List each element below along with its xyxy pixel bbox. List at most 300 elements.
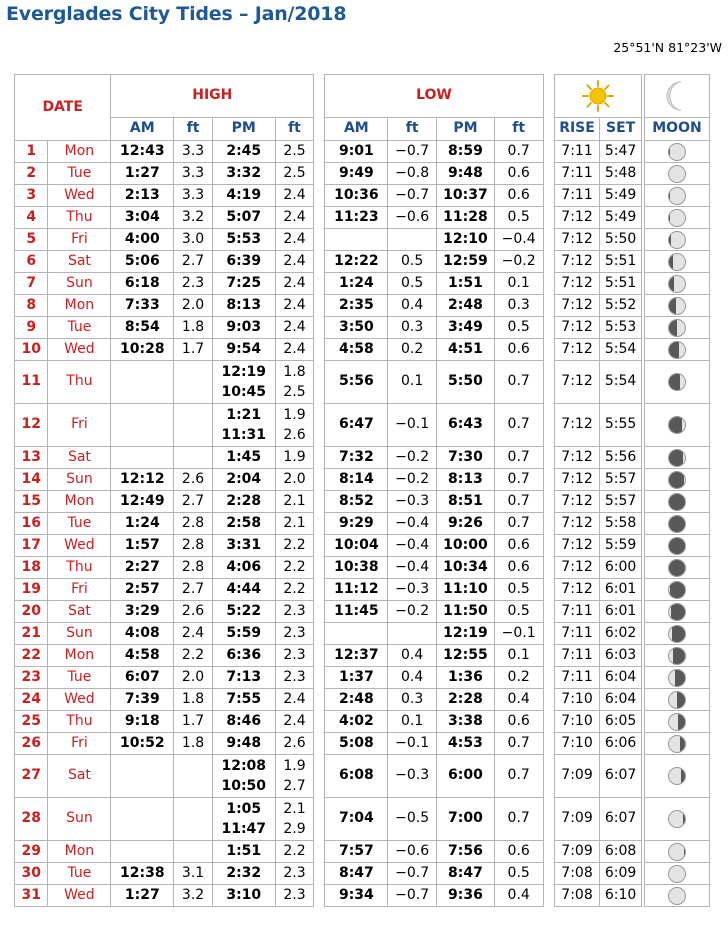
header-row-groups [15,75,710,118]
high-am-time [111,755,174,798]
column-gap [543,798,554,841]
column-gap [314,317,325,339]
sunrise-time: 7:12 [554,513,600,535]
high-am-height: 2.6 [174,469,213,491]
moon-phase-cell [644,579,709,601]
column-gap [543,623,554,645]
column-gap [543,733,554,755]
low-pm-time: 7:00 [437,798,495,841]
moon-phase-cell [644,273,709,295]
low-pm-time: 3:49 [437,317,495,339]
high-am-height: 3.1 [174,863,213,885]
day-name: Thu [48,361,111,404]
moon-phase-cell [644,163,709,185]
high-am-time: 12:49 [111,491,174,513]
low-am-height: −0.4 [388,513,437,535]
low-pm-time: 11:28 [437,207,495,229]
high-am-height: 3.2 [174,885,213,907]
sunset-time: 6:00 [600,557,642,579]
low-pm-time: 8:59 [437,141,495,163]
high-am-height [174,361,213,404]
high-am-height: 2.8 [174,535,213,557]
high-pm-time: 1:45 [212,447,275,469]
sunrise-time: 7:12 [554,207,600,229]
column-gap [314,623,325,645]
high-am-header: AM [111,118,174,141]
column-gap [314,469,325,491]
low-pm-height: 0.7 [494,141,543,163]
column-gap [314,689,325,711]
low-am-header: AM [325,118,388,141]
high-pm-height: 2.6 [275,733,314,755]
day-name: Wed [48,885,111,907]
moon-phase-cell [644,645,709,667]
moon-phase-cell [644,798,709,841]
table-row [15,863,710,885]
sunrise-time: 7:12 [554,361,600,404]
low-am-time: 7:57 [325,841,388,863]
table-row [15,557,710,579]
day-number: 24 [15,689,48,711]
high-am-height: 3.3 [174,163,213,185]
column-gap [543,185,554,207]
column-gap [314,75,325,141]
column-gap [543,885,554,907]
low-am-time: 2:48 [325,689,388,711]
high-pm-height: 2.4 [275,251,314,273]
high-am-time: 4:08 [111,623,174,645]
table-row [15,469,710,491]
high-pm-height: 2.5 [275,141,314,163]
date-header: DATE [15,75,111,141]
day-name: Fri [48,733,111,755]
sunset-time: 6:07 [600,798,642,841]
sunrise-time: 7:12 [554,404,600,447]
day-number: 11 [15,361,48,404]
low-am-height: −0.8 [388,163,437,185]
low-am-height: −0.2 [388,469,437,491]
day-name: Fri [48,229,111,251]
high-pm-height [275,361,314,404]
high-am-time: 4:00 [111,229,174,251]
moon-phase-icon [668,373,686,391]
high-pm-header: PM [212,118,275,141]
moon-phase-icon [668,559,686,577]
moon-phase-cell [644,317,709,339]
low-pm-time: 4:53 [437,733,495,755]
low-am-time: 7:04 [325,798,388,841]
high-am-height: 2.7 [174,579,213,601]
low-pm-height: 0.7 [494,447,543,469]
low-pm-height: 0.7 [494,755,543,798]
low-am-height [388,623,437,645]
moon-phase-icon [668,253,686,271]
high-am-height [174,447,213,469]
low-pm-header: PM [437,118,495,141]
high-am-time: 2:57 [111,579,174,601]
low-am-height: 0.2 [388,339,437,361]
low-am-time: 12:37 [325,645,388,667]
moon-phase-icon [668,231,686,249]
high-am-height: 3.2 [174,207,213,229]
moon-phase-cell [644,361,709,404]
low-pm-time: 8:13 [437,469,495,491]
low-am-height: −0.7 [388,863,437,885]
high-am-ft-header: ft [174,118,213,141]
high-pm-height: 2.4 [275,229,314,251]
high-pm-height [275,798,314,841]
column-gap [314,491,325,513]
low-am-time: 3:50 [325,317,388,339]
day-number: 12 [15,404,48,447]
day-name: Sat [48,601,111,623]
sunrise-time: 7:12 [554,579,600,601]
high-pm-height: 2.3 [275,863,314,885]
day-name: Sat [48,447,111,469]
day-name: Wed [48,185,111,207]
low-am-time: 12:22 [325,251,388,273]
column-gap [314,798,325,841]
column-gap [543,404,554,447]
low-am-time: 4:58 [325,339,388,361]
day-name: Tue [48,317,111,339]
sunset-time: 5:54 [600,339,642,361]
high-pm-height: 2.4 [275,207,314,229]
high-am-time: 1:27 [111,163,174,185]
high-pm-time: 5:22 [212,601,275,623]
high-pm-height-line-1: 2.1 [283,801,306,817]
sunrise-time: 7:09 [554,755,600,798]
low-am-time: 9:01 [325,141,388,163]
low-pm-height: 0.1 [494,645,543,667]
low-pm-time: 9:26 [437,513,495,535]
high-pm-time: 8:13 [212,295,275,317]
day-name: Fri [48,404,111,447]
moon-phase-cell [644,295,709,317]
sunset-time: 6:03 [600,645,642,667]
low-pm-height: 0.2 [494,667,543,689]
high-pm-height-line-2: 2.5 [283,384,306,400]
high-pm-time [212,404,275,447]
moon-phase-icon [668,865,686,883]
table-row [15,645,710,667]
sunset-time: 5:57 [600,469,642,491]
sunset-time: 5:51 [600,273,642,295]
day-number: 1 [15,141,48,163]
high-header: HIGH [111,75,314,118]
high-pm-time: 2:45 [212,141,275,163]
column-gap [543,579,554,601]
column-gap [314,711,325,733]
sunrise-time: 7:12 [554,447,600,469]
high-pm-time: 2:28 [212,491,275,513]
column-gap [543,75,554,141]
day-name: Wed [48,535,111,557]
moon-phase-cell [644,141,709,163]
low-pm-height: 0.3 [494,295,543,317]
column-gap [314,755,325,798]
high-pm-height: 2.4 [275,317,314,339]
low-pm-height: −0.2 [494,251,543,273]
column-gap [314,733,325,755]
high-pm-time-line-1: 1:05 [226,801,262,817]
low-am-height: −0.1 [388,404,437,447]
page-title: Everglades City Tides – Jan/2018 [6,3,347,25]
column-gap [543,447,554,469]
day-number: 23 [15,667,48,689]
high-am-time [111,361,174,404]
low-pm-time: 12:59 [437,251,495,273]
header-row-columns [15,118,710,141]
low-am-height: 0.5 [388,273,437,295]
low-pm-height: 0.6 [494,711,543,733]
column-gap [543,557,554,579]
moon-header-icon-cell [644,75,709,118]
moon-phase-icon [668,165,686,183]
high-pm-height: 2.1 [275,513,314,535]
high-am-height [174,404,213,447]
low-am-height: −0.4 [388,535,437,557]
moon-phase-icon [668,767,686,785]
day-number: 4 [15,207,48,229]
low-am-time: 4:02 [325,711,388,733]
column-gap [314,535,325,557]
high-am-time: 8:54 [111,317,174,339]
sunrise-time: 7:11 [554,667,600,689]
moon-phase-cell [644,535,709,557]
table-row [15,141,710,163]
high-pm-height: 2.2 [275,535,314,557]
high-am-height: 3.0 [174,229,213,251]
low-pm-height: 0.6 [494,557,543,579]
low-pm-time: 2:28 [437,689,495,711]
high-pm-height: 2.0 [275,469,314,491]
sunset-time: 5:49 [600,185,642,207]
low-am-height: 0.4 [388,667,437,689]
sunrise-time: 7:12 [554,251,600,273]
sunrise-time: 7:11 [554,645,600,667]
day-name: Tue [48,863,111,885]
low-am-height: −0.7 [388,141,437,163]
low-am-time: 9:29 [325,513,388,535]
day-number: 31 [15,885,48,907]
high-am-height: 3.3 [174,185,213,207]
sunrise-time: 7:09 [554,841,600,863]
day-number: 20 [15,601,48,623]
column-gap [314,645,325,667]
table-row [15,667,710,689]
high-pm-time: 9:48 [212,733,275,755]
moon-phase-icon [668,187,686,205]
high-am-height: 2.8 [174,557,213,579]
sunrise-time: 7:09 [554,798,600,841]
moon-phase-icon [668,537,686,555]
table-row [15,404,710,447]
moon-phase-cell [644,885,709,907]
moon-phase-icon [668,515,686,533]
moon-phase-cell [644,711,709,733]
high-am-time [111,841,174,863]
low-pm-time: 11:50 [437,601,495,623]
day-number: 21 [15,623,48,645]
sunrise-time: 7:12 [554,535,600,557]
low-am-time: 10:36 [325,185,388,207]
low-am-height: −0.3 [388,579,437,601]
high-pm-height: 2.4 [275,689,314,711]
low-am-height [388,229,437,251]
column-gap [314,295,325,317]
sun-icon [581,79,615,113]
table-row [15,689,710,711]
moon-phase-icon [668,843,686,861]
sunset-time: 6:01 [600,579,642,601]
sunset-time: 5:57 [600,491,642,513]
sunrise-time: 7:10 [554,733,600,755]
day-number: 7 [15,273,48,295]
moon-phase-cell [644,513,709,535]
day-name: Mon [48,295,111,317]
low-pm-height: 0.1 [494,273,543,295]
low-pm-height: 0.4 [494,689,543,711]
low-am-height: −0.3 [388,755,437,798]
column-gap [543,141,554,163]
high-am-time: 12:12 [111,469,174,491]
column-gap [543,207,554,229]
moon-phase-icon [668,449,686,467]
high-pm-height: 2.5 [275,163,314,185]
high-pm-time-line-2: 10:50 [221,778,267,794]
high-pm-time [212,361,275,404]
day-name: Wed [48,689,111,711]
low-am-height: 0.3 [388,317,437,339]
high-pm-time: 2:32 [212,863,275,885]
sunset-time: 6:09 [600,863,642,885]
moon-phase-icon [668,603,686,621]
low-pm-height: 0.7 [494,469,543,491]
low-pm-height: 0.6 [494,339,543,361]
high-am-height [174,841,213,863]
low-pm-height: −0.4 [494,229,543,251]
table-row [15,579,710,601]
day-name: Sun [48,469,111,491]
low-am-time: 10:38 [325,557,388,579]
low-am-time: 8:47 [325,863,388,885]
high-pm-time [212,798,275,841]
sunset-time: 5:55 [600,404,642,447]
low-pm-height: 0.7 [494,733,543,755]
day-name: Sun [48,798,111,841]
moon-phase-cell [644,469,709,491]
day-name: Tue [48,667,111,689]
table-row [15,207,710,229]
sunrise-time: 7:12 [554,295,600,317]
moon-phase-icon [668,669,686,687]
day-name: Mon [48,645,111,667]
moon-phase-cell [644,491,709,513]
column-gap [543,513,554,535]
low-pm-height: 0.6 [494,185,543,207]
column-gap [543,317,554,339]
low-am-time: 11:23 [325,207,388,229]
day-number: 26 [15,733,48,755]
high-pm-height-line-2: 2.7 [283,778,306,794]
high-am-height: 2.8 [174,513,213,535]
high-am-height: 2.7 [174,491,213,513]
high-am-height: 2.7 [174,251,213,273]
high-pm-time: 4:44 [212,579,275,601]
low-pm-time: 7:56 [437,841,495,863]
high-pm-height: 2.3 [275,885,314,907]
table-row [15,273,710,295]
day-number: 16 [15,513,48,535]
moon-phase-cell [644,185,709,207]
low-pm-time: 9:48 [437,163,495,185]
low-am-time: 10:04 [325,535,388,557]
low-pm-time: 5:50 [437,361,495,404]
high-am-time: 3:29 [111,601,174,623]
day-name: Thu [48,557,111,579]
day-name: Thu [48,207,111,229]
sunset-time: 6:04 [600,689,642,711]
high-pm-time: 9:03 [212,317,275,339]
day-name: Mon [48,141,111,163]
low-pm-height: 0.7 [494,513,543,535]
day-name: Fri [48,579,111,601]
sunrise-header: RISE [554,118,600,141]
low-pm-time: 12:10 [437,229,495,251]
sunset-time: 6:02 [600,623,642,645]
table-row [15,535,710,557]
sunrise-time: 7:11 [554,163,600,185]
low-am-height: 0.1 [388,361,437,404]
high-pm-height [275,755,314,798]
table-row [15,491,710,513]
high-am-height: 1.7 [174,711,213,733]
day-number: 5 [15,229,48,251]
sunset-time: 6:06 [600,733,642,755]
column-gap [543,645,554,667]
low-pm-time: 10:00 [437,535,495,557]
crescent-moon-icon [663,79,691,113]
moon-phase-icon [668,493,686,511]
high-pm-height-line-1: 1.8 [283,364,306,380]
moon-phase-cell [644,251,709,273]
high-am-height: 1.7 [174,339,213,361]
table-row [15,733,710,755]
high-am-height: 2.0 [174,295,213,317]
low-am-time [325,229,388,251]
column-gap [543,491,554,513]
sunrise-time: 7:10 [554,689,600,711]
moon-phase-icon [668,341,686,359]
moon-phase-cell [644,667,709,689]
sunset-time: 5:48 [600,163,642,185]
day-number: 28 [15,798,48,841]
high-am-time: 1:24 [111,513,174,535]
sunrise-time: 7:12 [554,273,600,295]
low-am-ft-header: ft [388,118,437,141]
low-am-time: 8:14 [325,469,388,491]
low-am-time: 1:24 [325,273,388,295]
high-pm-time: 3:32 [212,163,275,185]
low-am-time: 5:08 [325,733,388,755]
high-pm-height: 2.4 [275,273,314,295]
day-number: 29 [15,841,48,863]
high-pm-height: 2.4 [275,711,314,733]
sunrise-time: 7:11 [554,185,600,207]
column-gap [314,339,325,361]
day-name: Sat [48,755,111,798]
